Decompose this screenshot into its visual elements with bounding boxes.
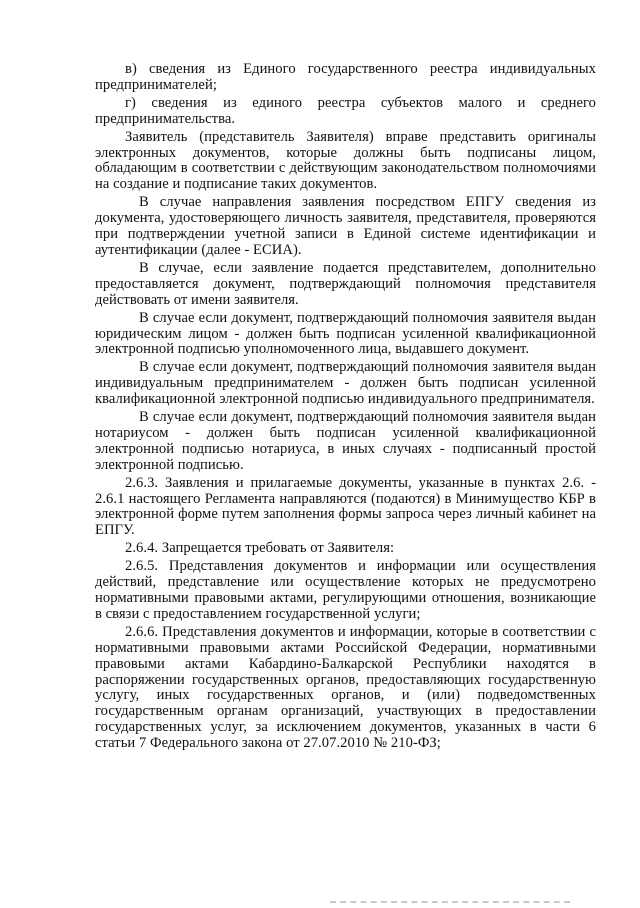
paragraph-originals: Заявитель (представитель Заявителя) вправе представить оригиналы электронных документов, которые должны быть подписаны лицом, обладающим в соответствии с действующим законодательством полномочиями на создание и подписание таких документов.: [95, 128, 596, 193]
scan-artifact-divider: [330, 901, 570, 906]
paragraph-msp-registry: г) сведения из единого реестра субъектов малого и среднего предпринимательства.: [95, 94, 596, 127]
paragraph-representative: В случае, если заявление подается представителем, дополнительно предоставляется документ, подтверждающий полномочия представителя действовать от имени заявителя.: [95, 259, 596, 308]
paragraph-notary: В случае если документ, подтверждающий полномочия заявителя выдан нотариусом - должен быть подписан усиленной квалификационной электронной подписью нотариуса, в иных случаях - подписанный простой электронной подписью.: [95, 409, 596, 473]
paragraph-2-6-3: 2.6.3. Заявления и прилагаемые документы, указанные в пунктах 2.6. - 2.6.1 настоящего Регламента направляются (подаются) в Минимущество КБР в электронной форме путем заполнения формы запроса через личный кабинет на ЕПГУ.: [95, 474, 596, 539]
paragraph-legal-entity: В случае если документ, подтверждающий полномочия заявителя выдан юридическим лицом - должен быть подписан усиленной квалификационной электронной подписью уполномоченного лица, выдавшего документ.: [95, 309, 596, 358]
paragraph-individual-entrepreneur: В случае если документ, подтверждающий полномочия заявителя выдан индивидуальным предпринимателем - должен быть подписан усиленной квалификационной электронной подписью индивидуального предпринимателя.: [95, 359, 596, 408]
paragraph-2-6-4: 2.6.4. Запрещается требовать от Заявителя:: [125, 540, 395, 557]
paragraph-2-6-5: 2.6.5. Представления документов и информации или осуществления действий, представление или осуществление которых не предусмотрено нормативными правовыми актами, регулирующими отношения, возникающие в связи с предоставлением государственной услуги;: [95, 558, 596, 622]
paragraph-egrip: в) сведения из Единого государственного реестра индивидуальных предпринимателей;: [95, 61, 596, 93]
paragraph-epgu-identity: В случае направления заявления посредством ЕПГУ сведения из документа, удостоверяющего личность заявителя, представителя, проверяются при подтверждении учетной записи в Единой системе идентификации и аутентификации (далее - ЕСИА).: [95, 194, 596, 258]
paragraph-2-6-6: 2.6.6. Представления документов и информации, которые в соответствии с нормативными правовыми актами Российской Федерации, нормативными правовыми актами Кабардино-Балкарской Республики находятся в распоряжении государственных органов, предоставляющих государственную услугу, иных государственных органов, и (или) подведомственных государственным органам организаций, участвующих в предоставлении государственных услуг, за исключением документов, указанных в части 6 статьи 7 Федерального закона от 27.07.2010 № 210-ФЗ;: [95, 623, 596, 752]
